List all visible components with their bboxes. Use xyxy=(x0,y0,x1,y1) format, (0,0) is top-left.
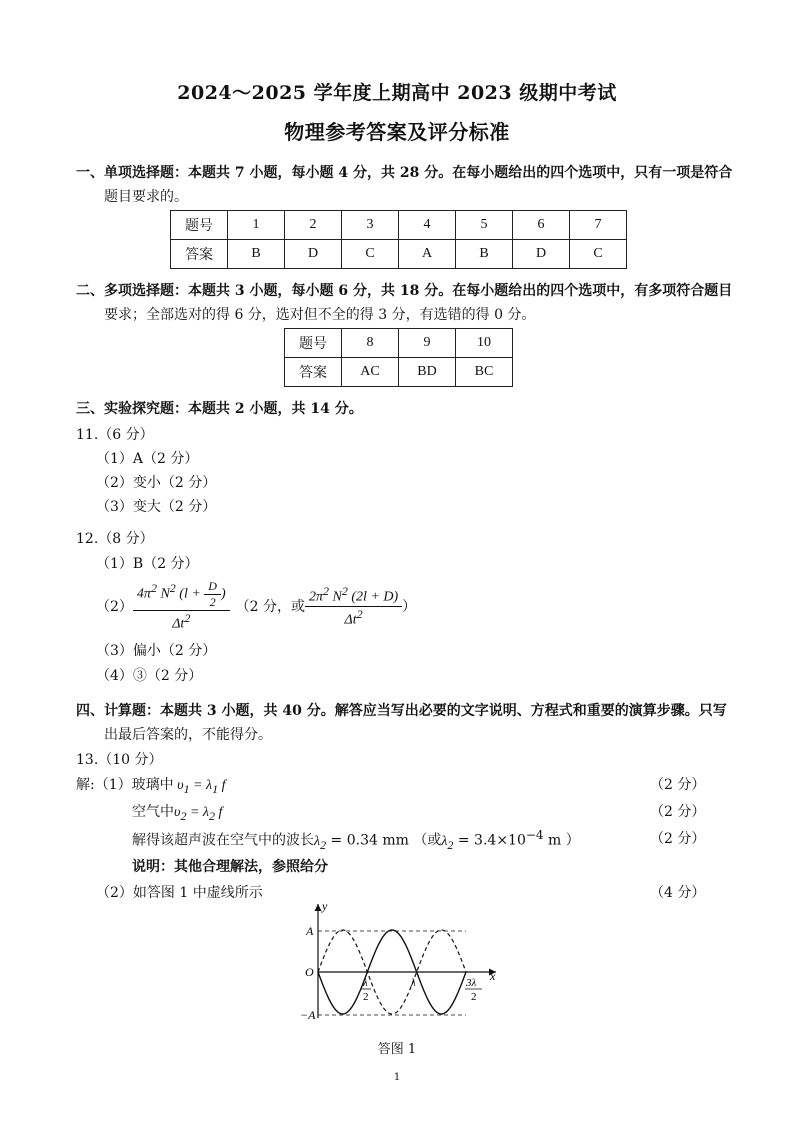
table-cell: 9 xyxy=(399,329,456,358)
table-cell: 5 xyxy=(456,211,513,240)
points-3: （2 分） xyxy=(650,831,706,847)
table-cell: B xyxy=(456,240,513,269)
tick-label-3half-two: 2 xyxy=(471,991,477,1003)
figure-caption: 答图 1 xyxy=(377,1042,417,1057)
table-cell: 7 xyxy=(570,211,627,240)
answer-table-multi xyxy=(284,328,513,387)
section2-line1: 二、多项选择题：本题共 3 小题，每小题 6 分，共 18 分。在每小题给出的四个选项中，有多项符合题目 xyxy=(76,283,733,299)
table-cell: B xyxy=(228,240,285,269)
section1-line2: 题目要求的。 xyxy=(104,189,188,205)
section4-line2: 出最后答案的，不能得分。 xyxy=(104,727,272,743)
y-label: y xyxy=(322,899,328,913)
wave-figure xyxy=(290,898,510,1028)
answer-table-single xyxy=(170,210,627,269)
section3-line1: 三、实验探究题：本题共 2 小题，共 14 分。 xyxy=(76,401,363,417)
q12-answer-2-label: （2） xyxy=(96,599,133,615)
q13-step1-label: 解:（1）玻璃中 xyxy=(76,777,174,793)
table-cell: D xyxy=(285,240,342,269)
tick-label-half-lambda: λ xyxy=(363,977,368,989)
q13-note: 说明：其他合理解法，参照给分 xyxy=(132,859,328,875)
lambda2-symbol-2: $\lambda_2$ xyxy=(441,833,454,852)
q12-heading: 12.（8 分） xyxy=(76,531,154,547)
table-cell: 8 xyxy=(342,329,399,358)
q11-heading: 11.（6 分） xyxy=(76,427,154,443)
table-row xyxy=(285,358,513,387)
table-cell: D xyxy=(513,240,570,269)
table-row xyxy=(171,240,627,269)
q11-answer-2: （2）变小（2 分） xyxy=(96,475,217,491)
points-4: （4 分） xyxy=(650,885,706,901)
q12-answer-2 xyxy=(96,578,416,634)
table-cell: AC xyxy=(342,358,399,387)
tick-label-3half-lambda: 3λ xyxy=(466,977,477,989)
amp-label: A xyxy=(306,924,314,938)
table-header-cell: 题号 xyxy=(171,211,228,240)
formula-v2: $\upsilon_2 = \lambda_2$ f xyxy=(174,805,223,823)
table-cell: BC xyxy=(456,358,513,387)
q11-answer-1: （1）A（2 分） xyxy=(96,451,199,467)
formula-v1: $\upsilon_1 = \lambda_1$ f xyxy=(173,778,226,796)
tick-label-lambda: λ xyxy=(411,977,416,989)
q13-step2-label: 空气中 xyxy=(132,804,174,820)
table-header-cell: 题号 xyxy=(285,329,342,358)
q12-answer-3: （3）偏小（2 分） xyxy=(96,643,217,659)
table-cell: 2 xyxy=(285,211,342,240)
q13-step3-unit: m ） xyxy=(543,832,580,849)
q12-answer-2-end: ） xyxy=(402,599,417,615)
q13-part2: （2）如答图 1 中虚线所示 xyxy=(96,885,263,901)
table-cell: 3 xyxy=(342,211,399,240)
points-2: （2 分） xyxy=(650,804,706,820)
q13-step1 xyxy=(76,774,225,797)
section2-line2: 要求；全部选对的得 6 分，选对但不全的得 3 分，有选错的得 0 分。 xyxy=(104,307,536,323)
points-1: （2 分） xyxy=(650,777,706,793)
x-label: x xyxy=(490,969,496,983)
table-cell: A xyxy=(399,240,456,269)
table-cell: 6 xyxy=(513,211,570,240)
table-cell: 10 xyxy=(456,329,513,358)
q13-step3-label: 解得该超声波在空气中的波长 xyxy=(132,832,314,849)
table-cell: BD xyxy=(399,358,456,387)
page-subtitle: 物理参考答案及评分标准 xyxy=(284,120,510,144)
q12-answer-2-note: （2 分，或 xyxy=(235,599,305,615)
table-cell: 1 xyxy=(228,211,285,240)
table-row xyxy=(285,329,513,358)
table-header-cell: 答案 xyxy=(285,358,342,387)
table-header-cell: 答案 xyxy=(171,240,228,269)
q13-step3-value: = 0.34 mm （或 xyxy=(326,832,442,849)
lambda2-symbol-1: $\lambda_2$ xyxy=(314,833,327,852)
tick-label-half-two: 2 xyxy=(363,991,369,1003)
table-row xyxy=(171,211,627,240)
table-cell: C xyxy=(570,240,627,269)
q13-step2 xyxy=(132,801,222,824)
page-title: 2024～2025 学年度上期高中 2023 级期中考试 xyxy=(177,82,617,104)
section1-text1: 一、单项选择题：本题共 7 小题，每小题 4 分，共 28 分。在每小题给出的四个选项中，只有一项是符合 xyxy=(76,165,733,181)
formula-2: $\frac{2\pi^2 N^2 (2l + D)}{\Delta t^2}$ xyxy=(305,584,402,628)
q11-answer-3: （3）变大（2 分） xyxy=(96,499,217,515)
section1-line1 xyxy=(76,162,732,182)
table-cell: C xyxy=(342,240,399,269)
table-cell: 4 xyxy=(399,211,456,240)
q12-answer-1: （1）B（2 分） xyxy=(96,556,199,572)
page-number: 1 xyxy=(393,1072,401,1083)
neg-amp-label: −A xyxy=(300,1008,316,1022)
q13-step3-value2: = 3.4×10 xyxy=(453,832,526,849)
origin-label: O xyxy=(305,965,314,979)
q12-answer-4: （4）③（2 分） xyxy=(96,668,203,684)
exponent: −4 xyxy=(525,828,544,842)
section4-line1: 四、计算题：本题共 3 小题，共 40 分。解答应当写出必要的文字说明、方程式和重要的演算步骤。只写 xyxy=(76,703,727,719)
formula-1: $4\pi^2$ $N^2$ (l + $\frac{D}{2}$ ) $\Delta t^2$ xyxy=(133,579,230,633)
q13-heading: 13.（10 分） xyxy=(76,752,163,768)
q13-step3 xyxy=(132,828,580,852)
